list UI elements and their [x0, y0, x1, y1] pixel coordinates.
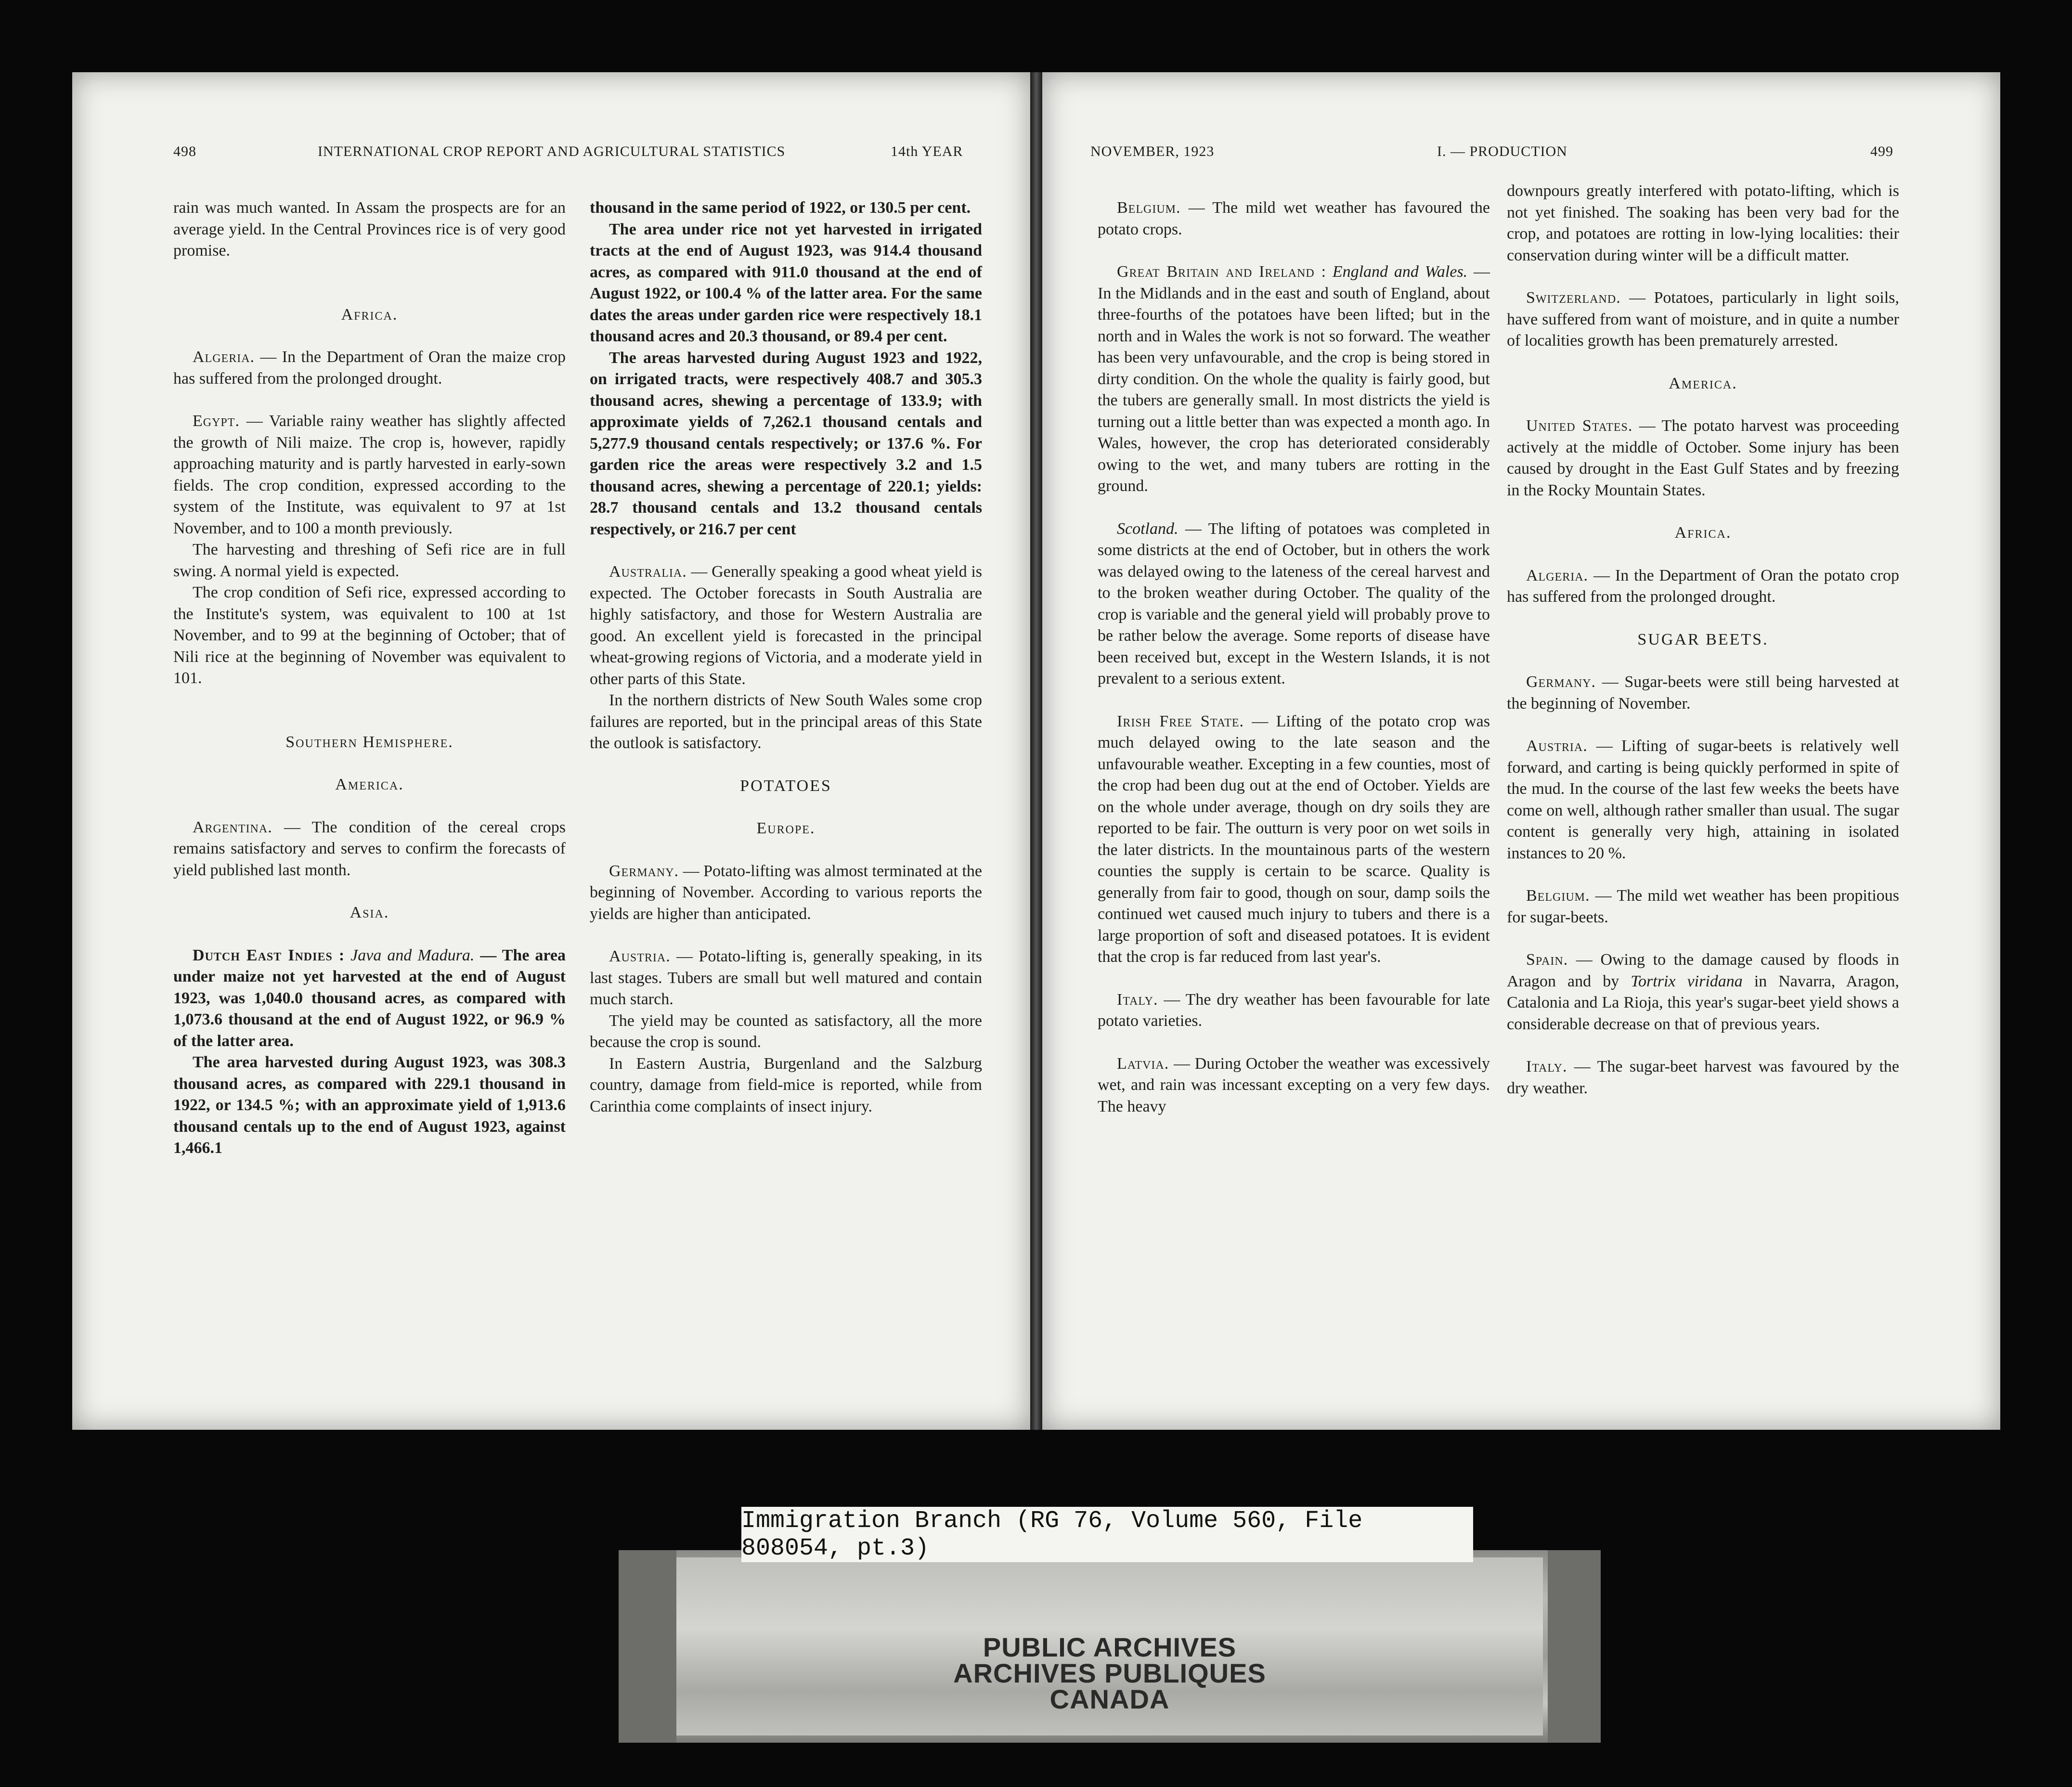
paragraph: downpours greatly interfered with potato-lifting, which is not yet finished. The soaking has been very bad for the crop, and potatoes are rotting in low-lying localities: their conservation during winter will be a difficult matter.	[1507, 182, 1899, 264]
entry-text: — In the Midlands and in the east and south of England, about three-fourths of the potatoes have been lifted; but in the north and in Wales the work is not so forward. The weather has been very unfavourable, and the crop is being stored in dirty condition. On the whole the quality is fairly good, but the tubers are generally small. In most districts the yield is turning out a little better than was expected a month ago. In Wales, however, the crop has deteriorated considerably owing to the wet, and many tubers are rotting in the ground.	[1098, 263, 1490, 495]
entry-great-britain	[1098, 261, 1490, 497]
heading-asia: Asia.	[350, 904, 389, 921]
entry-text: — The lifting of potatoes was completed in some districts at the end of October, but in others the work was delayed owing to the lateness of the cereal harvest and to the broken weather during October. The quality of the crop is variable and the general yield will probably prove to be rather below the average. Some reports of disease have been received but, except in the Western Islands, it is not prevalent to a serious extent.	[1098, 519, 1490, 687]
country-label: Australia.	[609, 563, 687, 581]
heading-africa: Africa.	[341, 305, 398, 324]
entry-argentina	[173, 817, 566, 881]
country-label: Austria.	[1526, 737, 1588, 755]
entry-text: — During October the weather was excessively wet, and rain was incessant excepting on a very few days. The heavy	[1098, 1054, 1490, 1115]
entry-text: — Variable rainy weather has slightly affected the growth of Nili maize. The crop is, however, rapidly approaching maturity and is partly harvested in early-sown fields. The crop condition, expressed according to the system of the Institute, was equivalent to 97 at 1st November, and to 100 a month previously.	[173, 412, 566, 537]
entry-text: — In the Department of Oran the potato crop has suffered from the prolonged drought.	[1507, 566, 1899, 606]
heading-africa: Africa.	[1674, 524, 1732, 542]
paragraph: The areas harvested during August 1923 and 1922, on irrigated tracts, were respectively 408.7 and 305.3 thousand acres, shewing a percentage of 133.9; with approximate yields of 7,262.1 thousand centals and 5,277.9 thousand centals respectively; or 137.6 %. For garden rice the areas were respectively 3.2 and 1.5 thousand acres, shewing a percentage of 220.1; yields: 28.7 thousand centals and 13.2 thousand centals respectively, or 216.7 per cent	[590, 349, 982, 538]
right-page	[1042, 72, 2000, 1430]
entry-austria	[590, 946, 982, 1010]
region-label: England and Wales.	[1326, 263, 1468, 281]
entry-text: — The area under maize not yet harvested at the end of August 1923, was 1,040.0 thousand acres, as compared with 1,073.6 thousand at the end of August 1922, or 96.9 % of the latter area.	[173, 946, 566, 1050]
entry-text: — Potatoes, particularly in light soils, have suffered from want of moisture, and in quite a number of localities growth has been prematurely arrested.	[1507, 289, 1899, 350]
entry-text: — Potato-lifting is, generally speaking, in its last stages. Tubers are small but well matured and contain much starch.	[590, 947, 982, 1008]
paragraph: In the northern districts of New South Wales some crop failures are reported, but in the principal areas of this State the outlook is satisfactory.	[590, 691, 982, 752]
country-label: United States.	[1526, 417, 1633, 435]
left-page	[72, 72, 1030, 1430]
entry-text: — The potato harvest was proceeding actively at the middle of October. Some injury has been caused by drought in the East Gulf States and by freezing in the Rocky Mountain States.	[1507, 417, 1899, 499]
entry-spain	[1507, 949, 1899, 1035]
right-column-2	[1507, 181, 1899, 1099]
entry-italy	[1098, 989, 1490, 1032]
archive-reference-label	[741, 1507, 1473, 1562]
right-column-1	[1098, 197, 1490, 1117]
entry-text: — Generally speaking a good wheat yield is expected. The October forecasts in South Australia are highly satisfactory, and those for Western Australia are good. An excellent yield is forecasted in the principal wheat-growing regions of Victoria, and a moderate yield in other parts of this State.	[590, 563, 982, 688]
country-label: Switzerland.	[1526, 289, 1621, 307]
country-label: Belgium.	[1526, 887, 1590, 905]
right-running-header	[1042, 143, 2000, 172]
country-label: Spain.	[1526, 951, 1568, 969]
paragraph: The crop condition of Sefi rice, expressed according to the Institute's system, was equivalent to 100 at 1st November, and to 99 at the beginning of October; that of Nili rice at the beginning of November was equivalent to 101.	[173, 583, 566, 687]
section-label: I. — PRODUCTION	[1437, 143, 1567, 159]
country-label: Dutch East Indies :	[193, 946, 345, 964]
entry-text: — The mild wet weather has favoured the potato crops.	[1098, 199, 1490, 238]
left-page-number: 498	[173, 143, 196, 159]
heading-europe: Europe.	[756, 819, 816, 837]
left-column-2	[590, 197, 982, 1117]
date-label: NOVEMBER, 1923	[1090, 143, 1215, 159]
heading-america: America.	[335, 776, 404, 793]
stamp-line: CANADA	[1049, 1684, 1170, 1714]
entry-text: — The sugar-beet harvest was favoured by the dry weather.	[1507, 1058, 1899, 1097]
country-label: Algeria.	[193, 348, 255, 366]
country-label: Great Britain and Ireland :	[1117, 263, 1327, 281]
paragraph: The area under rice not yet harvested in irrigated tracts at the end of August 1923, was 914.4 thousand acres, as compared with 911.0 thousand at the end of August 1922, or 100.4 % of the latter area. For the same dates the areas under garden rice were respectively 18.1 thousand acres and 20.3 thousand, or 89.4 per cent.	[590, 220, 982, 345]
entry-australia	[590, 561, 982, 690]
archives-stamp	[619, 1634, 1601, 1712]
entry-belgium	[1098, 197, 1490, 240]
entry-united-states	[1507, 415, 1899, 501]
country-label: Belgium.	[1117, 199, 1181, 217]
entry-scotland	[1098, 518, 1490, 690]
country-label: Germany.	[1526, 673, 1596, 691]
entry-text: in Navarra, Aragon, Catalonia and La Rioja, this year's sugar-beet yield shows a considerable decrease on that of previous years.	[1507, 972, 1900, 1033]
entry-germany	[1507, 672, 1899, 714]
entry-text: — Sugar-beets were still being harvested at the beginning of November.	[1507, 673, 1899, 712]
species-name: Tortrix viridana	[1631, 972, 1743, 990]
country-label: Argentina.	[193, 818, 272, 836]
entry-text: — The dry weather has been favourable for late potato varieties.	[1098, 990, 1490, 1030]
entry-irish-free-state	[1098, 711, 1490, 968]
country-label: Latvia.	[1117, 1054, 1169, 1073]
entry-text: — Lifting of sugar-beets is relatively well forward, and carting is being quickly performed in spite of the mud. In the course of the last few weeks the beets have come on well, although rather smaller than usual. The sugar content is generally very high, attaining in isolated instances to 20 %.	[1507, 737, 1899, 862]
paragraph: The harvesting and threshing of Sefi rice are in full swing. A normal yield is expected.	[173, 541, 566, 580]
entry-austria	[1507, 736, 1899, 864]
entry-text: — Owing to the damage caused by floods in Aragon and by	[1507, 951, 1899, 990]
paragraph: rain was much wanted. In Assam the prospects are for an average yield. In the Central Provinces rice is of very good promise.	[173, 199, 566, 259]
paragraph: The yield may be counted as satisfactory, all the more because the crop is sound.	[590, 1011, 982, 1051]
entry-switzerland	[1507, 287, 1899, 352]
stamp-line: PUBLIC ARCHIVES	[983, 1632, 1237, 1662]
country-label: Algeria.	[1526, 566, 1589, 584]
stamp-line: ARCHIVES PUBLIQUES	[953, 1658, 1266, 1688]
region-label: Scotland.	[1117, 519, 1178, 538]
entry-algeria	[1507, 565, 1899, 608]
country-label: Germany.	[609, 862, 679, 880]
entry-latvia	[1098, 1053, 1490, 1118]
left-column-1	[173, 197, 566, 1159]
running-title: INTERNATIONAL CROP REPORT AND AGRICULTURAL STATISTICS	[318, 143, 786, 159]
year-label: 14th YEAR	[891, 143, 963, 159]
country-label: Irish Free State.	[1117, 712, 1244, 730]
entry-text: — In the Department of Oran the maize crop has suffered from the prolonged drought.	[173, 348, 566, 388]
left-running-header	[72, 143, 1030, 172]
country-label: Austria.	[609, 947, 671, 965]
entry-belgium	[1507, 885, 1899, 928]
right-page-number: 499	[1870, 143, 1893, 159]
heading-america: America.	[1669, 374, 1737, 392]
heading-sugar-beets: SUGAR BEETS.	[1637, 630, 1769, 648]
country-label: Italy.	[1117, 990, 1158, 1009]
entry-germany	[590, 861, 982, 925]
entry-egypt	[173, 411, 566, 539]
country-label: Italy.	[1526, 1058, 1567, 1075]
entry-text: — Lifting of the potato crop was much delayed owing to the late season and the unfavourable weather. Excepting in a few counties, most of the crop had been dug out at the end of October. Yields are on the whole under average, though on dry soils they are reported to be fair. The outturn is very poor on wet soils in the later districts. In the mountainous parts of the western counties the supply is certain to be scarce. Quality is generally from fair to good, though on sour, damp soils the continued wet caused much injury to tubers and there is a large proportion of soft and diseased potatoes. It is evident that the crop is far reduced from last year's.	[1098, 712, 1490, 966]
entry-dutch-east-indies	[173, 945, 566, 1052]
paragraph: thousand in the same period of 1922, or 130.5 per cent.	[590, 199, 971, 217]
book-spine	[1030, 72, 1042, 1430]
heading-southern-hemisphere: Southern Hemisphere.	[285, 733, 453, 751]
heading-potatoes: POTATOES	[740, 777, 832, 795]
entry-algeria	[173, 347, 566, 389]
entry-text: — The condition of the cereal crops remains satisfactory and serves to confirm the forecasts of yield published last month.	[173, 818, 566, 879]
entry-text: — The mild wet weather has been propitious for sugar-beets.	[1507, 887, 1899, 926]
country-label: Egypt.	[193, 412, 240, 430]
region-label: Java and Madura.	[345, 946, 475, 964]
archive-reference-text: Immigration Branch (RG 76, Volume 560, File 808054, pt.3)	[741, 1507, 1363, 1562]
paragraph: In Eastern Austria, Burgenland and the Salzburg country, damage from field-mice is reported, while from Carinthia come complaints of insect injury.	[590, 1054, 982, 1115]
entry-italy	[1507, 1056, 1899, 1099]
archive-stamp-strip	[619, 1550, 1601, 1743]
entry-text: — Potato-lifting was almost terminated at the beginning of November. According to various reports the yields are higher than anticipated.	[590, 862, 982, 923]
paragraph: The area harvested during August 1923, was 308.3 thousand acres, as compared with 229.1 thousand in 1922, or 134.5 %; with an approximate yield of 1,913.6 thousand centals up to the end of August 1923, against 1,466.1	[173, 1053, 566, 1157]
